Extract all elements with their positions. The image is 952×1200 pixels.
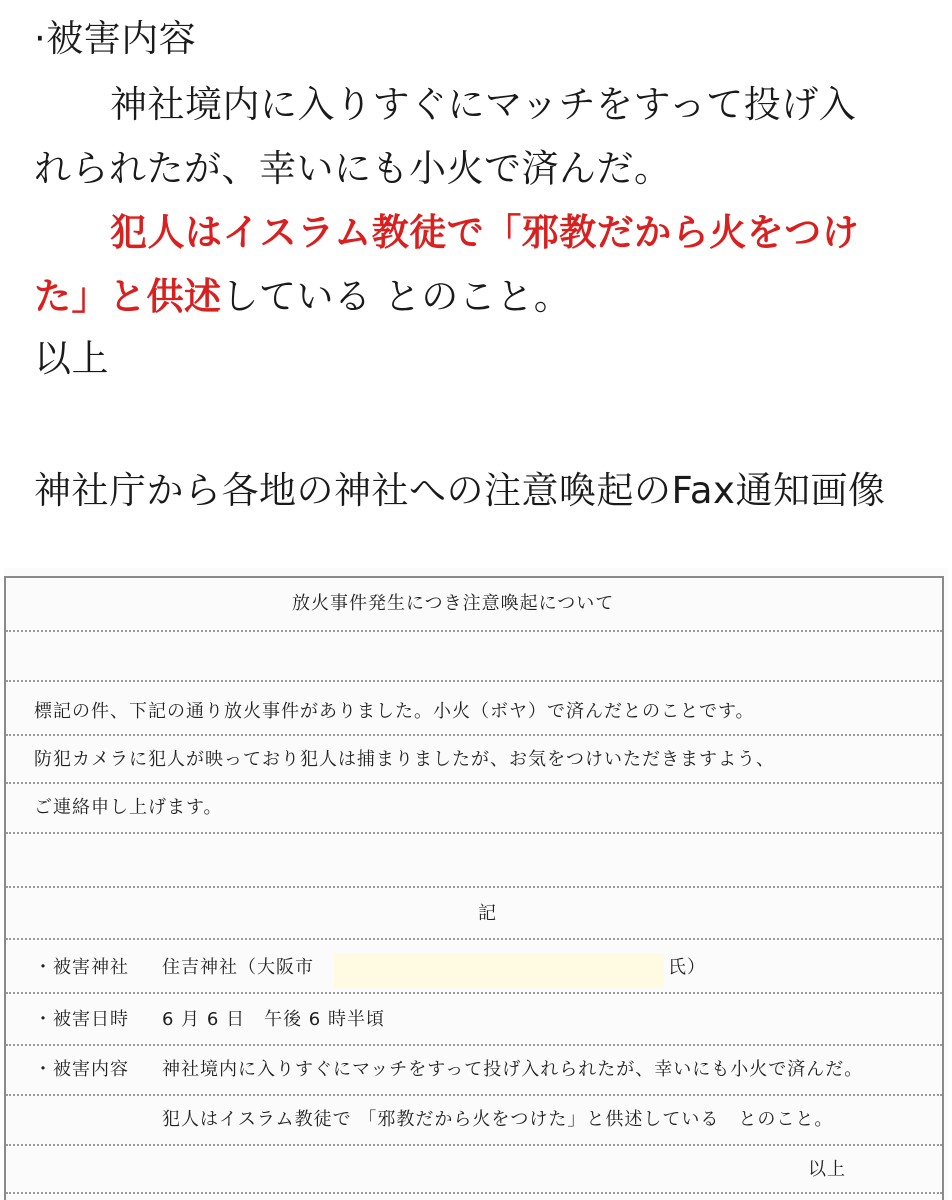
redaction-box (334, 954, 664, 988)
article-para2-line1 (34, 208, 932, 258)
article-heading: ·被害内容 (34, 17, 197, 60)
article-para1-line1: 神社境内に入りすぐにマッチをすって投げ入 (110, 83, 857, 126)
fax-rule (6, 886, 942, 888)
image-caption: 神社庁から各地の神社への注意喚起のFax通知画像 (34, 469, 886, 512)
fax-border-right (942, 576, 944, 1200)
fax-rule (6, 1144, 942, 1146)
fax-shrine-label: ・被害神社 (34, 957, 129, 978)
fax-rule (6, 938, 942, 940)
fax-rule (6, 680, 942, 682)
fax-border-top (4, 576, 944, 578)
article-para2-line2 (34, 272, 932, 322)
article-para2-rest: している とのこと。 (221, 275, 572, 318)
fax-shrine-value: 住吉神社（大阪市 (162, 957, 314, 978)
fax-notice-image (4, 568, 948, 1200)
fax-rule (6, 630, 942, 632)
article-ending: 以上 (34, 337, 109, 380)
fax-rule (6, 1192, 942, 1194)
fax-body-line2: 防犯カメラに犯人が映っており犯人は捕まりましたが、お気をつけいただきますよう、 (34, 749, 775, 770)
fax-content-line1: 神社境内に入りすぐにマッチをすって投げ入れられたが、幸いにも小火で済んだ。 (162, 1059, 864, 1080)
fax-border-left (4, 576, 6, 1200)
fax-rule (6, 832, 942, 834)
fax-date-label: ・被害日時 (34, 1009, 129, 1030)
fax-rule (6, 782, 942, 784)
fax-ending: 以上 (808, 1159, 846, 1180)
fax-content-line2: 犯人はイスラム教徒で 「邪教だから火をつけた」と供述している とのこと。 (162, 1109, 834, 1130)
article-quote-red-2: た」と供述 (34, 275, 222, 318)
fax-rule (6, 1044, 942, 1046)
fax-rule (6, 734, 942, 736)
article-para1-line2: れられたが、幸いにも小火で済んだ。 (34, 147, 672, 190)
fax-ki: 記 (478, 903, 497, 924)
fax-title: 放火事件発生につき注意喚起について (292, 593, 615, 614)
fax-rule (6, 992, 942, 994)
fax-body-line3: ご連絡申し上げます。 (34, 797, 223, 818)
fax-shrine-value-end: 氏） (668, 957, 706, 978)
fax-date-value: 6 月 6 日 午後 6 時半頃 (162, 1009, 385, 1030)
fax-rule (6, 1094, 942, 1096)
fax-content-label: ・被害内容 (34, 1059, 129, 1080)
article-quote-red-1: 犯人はイスラム教徒で「邪教だから火をつけ (110, 211, 860, 254)
fax-body-line1: 標記の件、下記の通り放火事件がありました。小火（ボヤ）で済んだとのことです。 (34, 701, 755, 722)
